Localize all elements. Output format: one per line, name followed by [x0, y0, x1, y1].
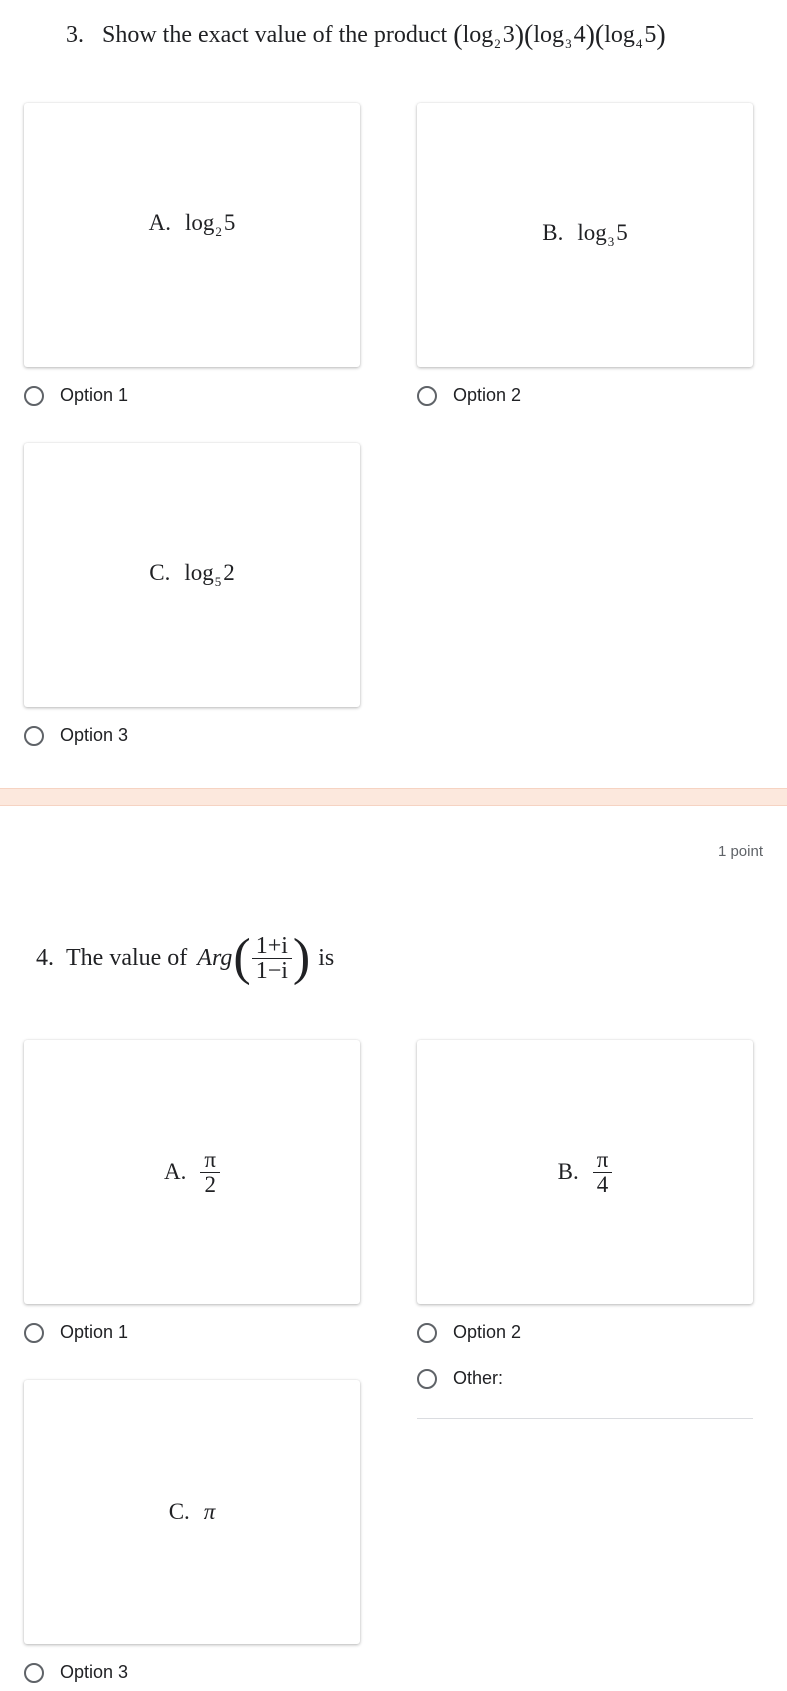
choice-b-card[interactable] — [417, 103, 753, 367]
radio-button[interactable] — [24, 726, 44, 746]
points-label: 1 point — [717, 843, 763, 860]
option-label: Option 2 — [453, 1322, 522, 1342]
q4-option-3[interactable] — [24, 1662, 128, 1683]
choice-b-card[interactable] — [417, 1040, 753, 1304]
other-label: Other: — [453, 1368, 504, 1388]
choice-b-content: B. $\log_35$ — [542, 220, 628, 249]
choice-a-content: A. $\log_25$ — [148, 210, 236, 239]
q3-option-3[interactable] — [24, 725, 128, 746]
radio-button[interactable] — [417, 1369, 437, 1389]
arg-fraction: $\frac{1+i}{1-i}$ — [252, 934, 292, 983]
option-label: Option 2 — [453, 385, 522, 405]
choice-a-content: A. $\frac{\pi}{2}$ — [164, 1148, 220, 1197]
radio-button[interactable] — [24, 386, 44, 406]
question-text-suffix: is — [318, 945, 335, 971]
pi-over-4: $\frac{\pi}{4}$ — [593, 1148, 613, 1197]
pi-over-2: $\frac{\pi}{2}$ — [200, 1148, 220, 1197]
question-number: 4. — [36, 945, 54, 971]
option-label: Option 3 — [60, 1662, 129, 1682]
choice-a-card[interactable] — [24, 103, 360, 367]
question-number: 3. — [66, 22, 84, 48]
radio-button[interactable] — [417, 1323, 437, 1343]
q4-option-2[interactable] — [417, 1322, 521, 1343]
choice-c-card[interactable] — [24, 443, 360, 707]
question-4-title: 4. The value of Arg ( $\frac{1+i}{1-i}$ ) is — [36, 929, 335, 986]
q3-option-1[interactable] — [24, 385, 128, 406]
option-label: Option 3 — [60, 725, 129, 745]
q3-option-2[interactable] — [417, 385, 521, 406]
choice-c-card[interactable] — [24, 1380, 360, 1644]
radio-button[interactable] — [24, 1323, 44, 1343]
question-text: Show the exact value of the product — [102, 22, 448, 48]
q4-option-other[interactable] — [417, 1368, 503, 1389]
section-divider — [0, 788, 787, 806]
option-label: Option 1 — [60, 1322, 129, 1342]
other-text-input[interactable] — [417, 1418, 753, 1419]
product-expression: $(\log_23)(\log_34)(\log_45)$ — [453, 20, 666, 51]
choice-c-content: C. π — [168, 1499, 216, 1524]
choice-b-content: B. $\frac{\pi}{4}$ — [558, 1148, 613, 1197]
choice-a-card[interactable] — [24, 1040, 360, 1304]
choice-c-content: C. $\log_52$ — [149, 560, 235, 589]
question-text: The value of — [66, 945, 188, 971]
question-3-title — [66, 20, 666, 59]
radio-button[interactable] — [417, 386, 437, 406]
radio-button[interactable] — [24, 1663, 44, 1683]
option-label: Option 1 — [60, 385, 129, 405]
q4-option-1[interactable] — [24, 1322, 128, 1343]
arg-function: Arg — [197, 945, 233, 971]
